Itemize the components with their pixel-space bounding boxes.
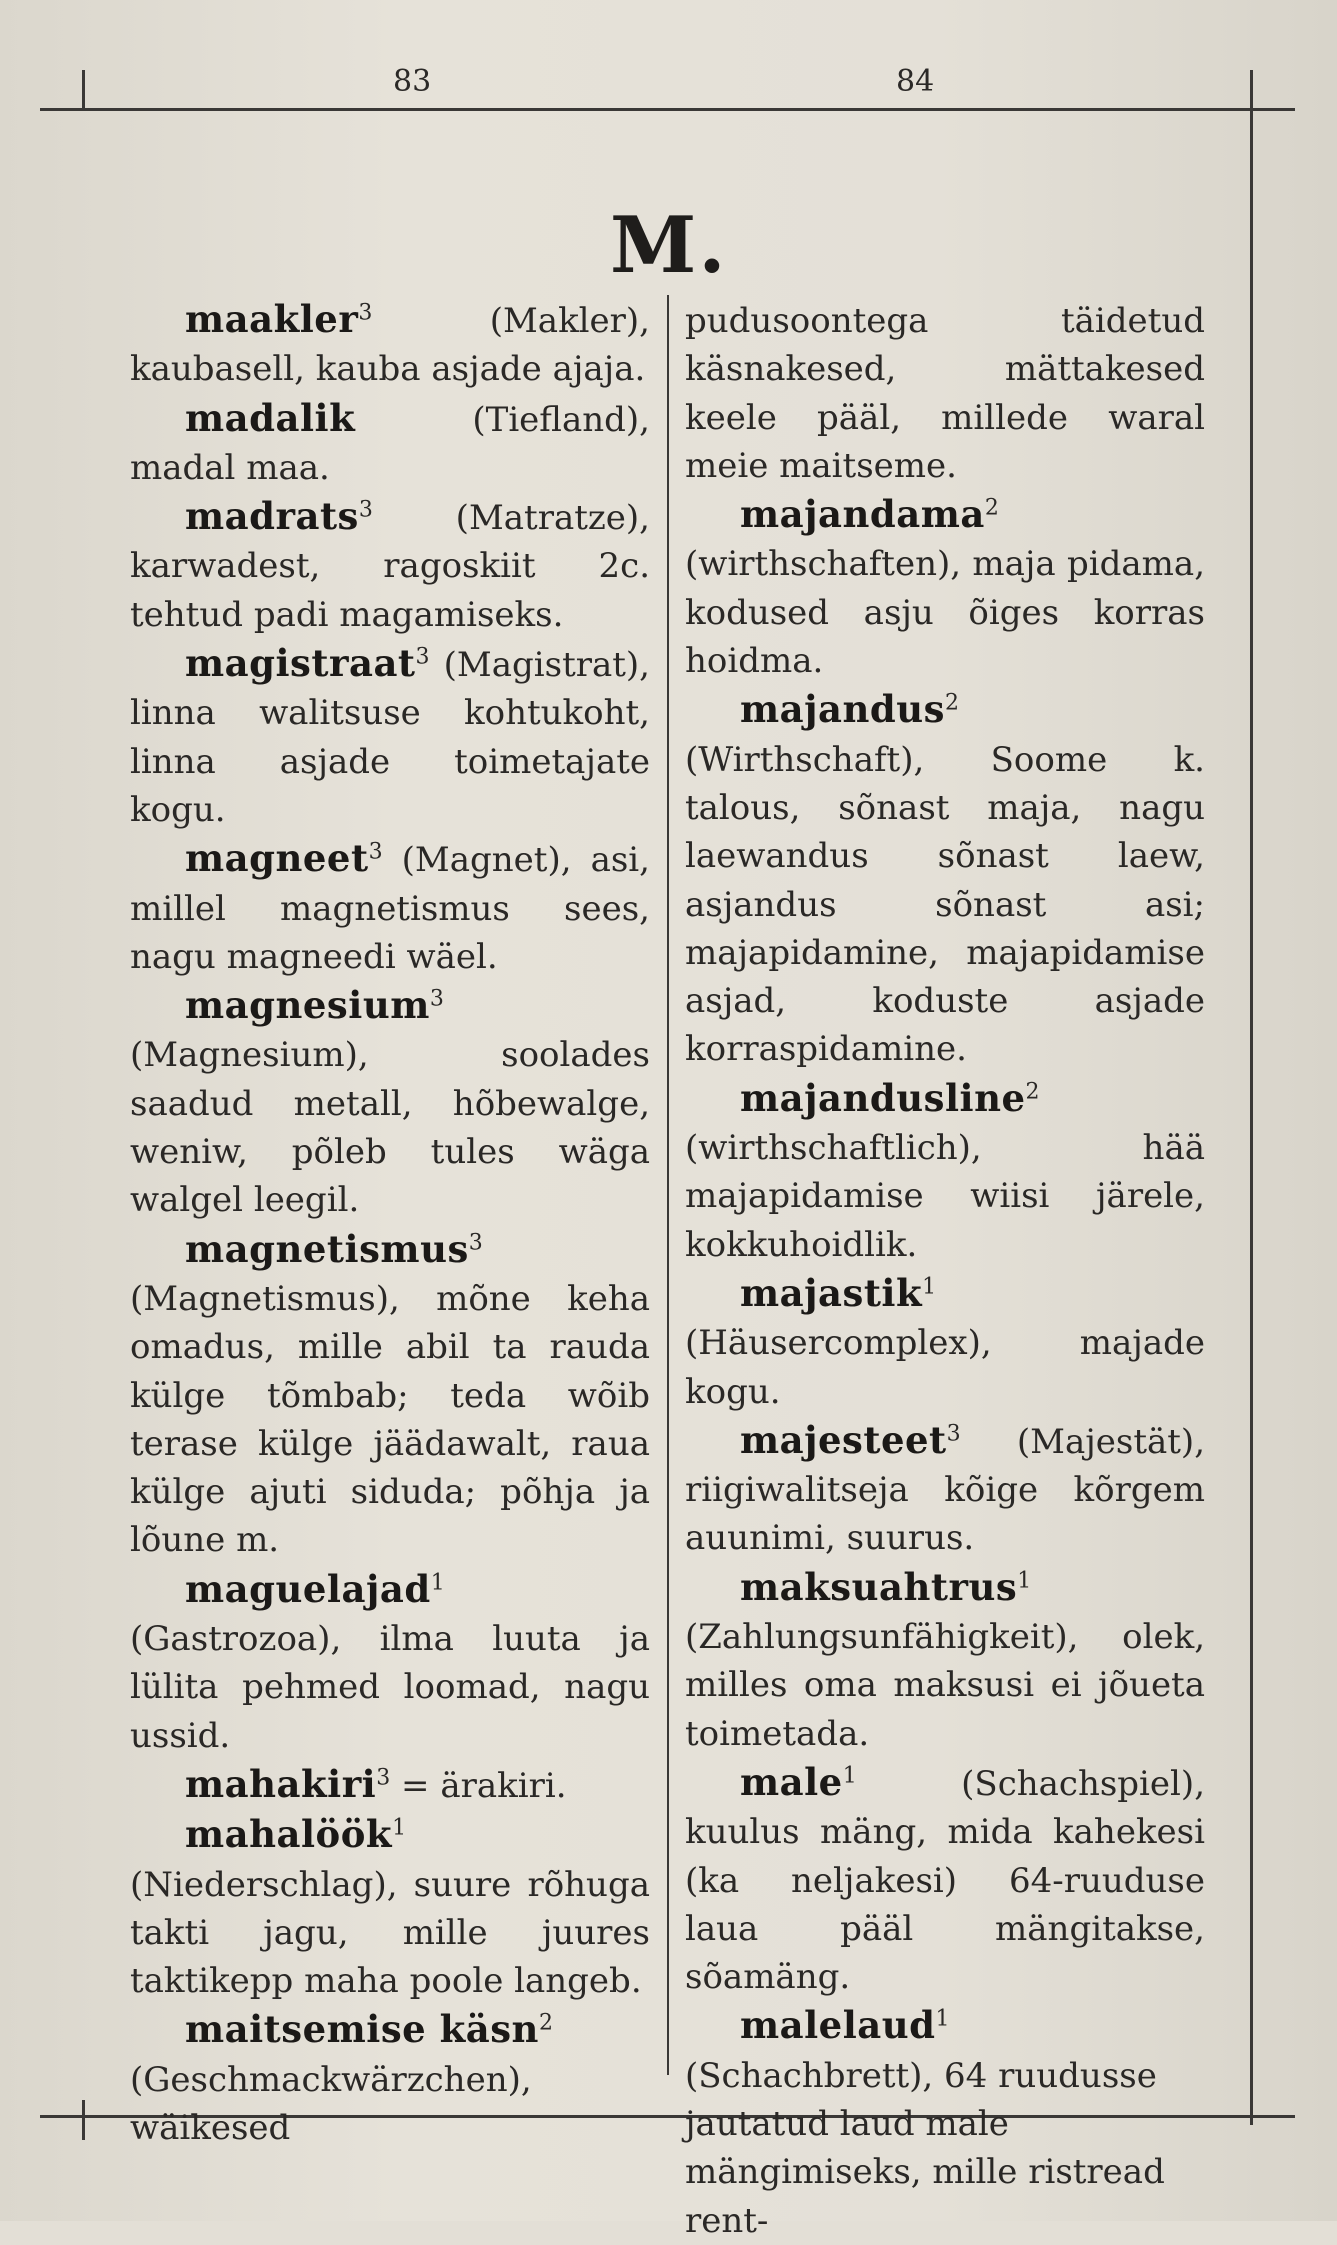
entry-number: 1 — [842, 1763, 857, 1789]
dictionary-entry — [130, 394, 650, 493]
left-page-number: 83 — [393, 64, 432, 99]
definition: = ärakiri. — [390, 1765, 567, 1806]
definition: (wirthschaftlich), hää majapidamise wiisi järele, kokkuhoidlik. — [685, 1128, 1205, 1265]
entry-number: 1 — [935, 2007, 950, 2033]
definition: (Majestät), riigiwalitseja kõige kõrgem auunimi, suurus. — [685, 1421, 1205, 1559]
definition: (Magistrat), linna walitsuse kohtukoht, linna asjade toimetajate kogu. — [130, 645, 650, 830]
dictionary-entry — [130, 1565, 650, 1760]
left-margin-tick-top — [82, 70, 85, 110]
definition: (Makler), kaubasell, kauba asjade ajaja. — [130, 301, 650, 390]
entry-number: 2 — [984, 495, 999, 521]
dictionary-entry — [130, 639, 650, 834]
headword: magnetismus — [185, 1226, 469, 1271]
definition: (Wirthschaft), Soome k. talous, sõnast maja, nagu laewandus sõnast laew, asjandus sõnast asi; majapidamine, majapidamise asjad, koduste asjade korraspidamine. — [685, 739, 1205, 1070]
dictionary-entry — [685, 490, 1205, 685]
dictionary-entry — [685, 1758, 1205, 2001]
entry-number: 3 — [415, 644, 430, 670]
definition: (Schachbrett), 64 ruudusse jautatud laud male mängimiseks, mille ristread rent- — [685, 2055, 1165, 2241]
headword: majandus — [740, 687, 945, 732]
left-margin-tick-bottom — [82, 2100, 85, 2140]
dictionary-entry — [130, 834, 650, 981]
entry-number: 3 — [429, 986, 444, 1012]
entry-number: 3 — [368, 839, 383, 865]
definition: (Gastrozoa), ilma luuta ja lülita pehmed loomad, nagu ussid. — [130, 1619, 650, 1756]
right-page-number: 84 — [896, 64, 935, 99]
dictionary-entry — [685, 1269, 1205, 1416]
entry-number: 1 — [430, 1570, 445, 1596]
entry-number: 3 — [946, 1421, 961, 1447]
definition: (wirthschaften), maja pidama, kodused asju õiges korras hoidma. — [685, 544, 1205, 682]
entry-number: 1 — [1017, 1568, 1032, 1594]
headword: mahakiri — [185, 1761, 377, 1806]
section-letter-heading: M. — [610, 200, 728, 291]
headword: majesteet — [740, 1417, 947, 1462]
definition: (Geschmackwärzchen), wäikesed — [130, 2059, 532, 2148]
headword: maitsemise käsn — [185, 2007, 539, 2052]
header-rule — [40, 108, 1295, 111]
right-margin-line — [1250, 70, 1253, 2125]
entry-number: 1 — [392, 1815, 407, 1841]
definition: (Häusercomplex), majade kogu. — [685, 1323, 1205, 1412]
headword: magnesium — [185, 983, 430, 1028]
dictionary-entry — [685, 2001, 1205, 2244]
headword: maakler — [185, 297, 359, 341]
entry-number: 2 — [538, 2011, 553, 2037]
dictionary-entry — [130, 1760, 650, 1810]
definition: (Zahlungsunfähigkeit), olek, milles oma maksusi ei jõueta toimetada. — [685, 1617, 1205, 1754]
headword: maguelajad — [185, 1566, 431, 1611]
definition: (Magnet), asi, millel magnetismus sees, nagu magneedi wäel. — [130, 840, 650, 977]
dictionary-entry — [685, 1416, 1205, 1563]
headword: majastik — [740, 1270, 923, 1315]
entry-number: 3 — [468, 1230, 483, 1256]
headword: mahalöök — [185, 1812, 393, 1857]
entry-number: 3 — [358, 300, 373, 326]
headword: madalik — [185, 395, 356, 440]
entry-number: 3 — [376, 1765, 391, 1791]
headword: magistraat — [185, 641, 416, 686]
dictionary-entry — [685, 685, 1205, 1073]
dictionary-entry — [130, 981, 650, 1224]
headword: male — [740, 1759, 843, 1804]
entry-number: 1 — [922, 1274, 937, 1300]
left-column — [130, 295, 650, 2152]
entry-number: 2 — [1025, 1079, 1040, 1105]
definition: (Niederschlag), suure rõhuga takti jagu, mille juures taktikepp maha poole langeb. — [130, 1864, 650, 2002]
headword: madrats — [185, 494, 359, 539]
dictionary-entry — [685, 1563, 1205, 1758]
definition: (Matratze), karwadest, ragoskiit 2c. tehtud padi magamiseks. — [130, 498, 650, 635]
dictionary-entry — [130, 1225, 650, 1565]
definition: (Magnesium), soolades saadud metall, hõbewalge, weniw, põleb tules wäga walgel leegil. — [130, 1035, 650, 1221]
dictionary-entry — [685, 1074, 1205, 1269]
dictionary-entry — [130, 2005, 650, 2152]
entry-number: 2 — [945, 691, 959, 717]
dictionary-entry — [130, 295, 650, 394]
definition: (Magnetismus), mõne keha omadus, mille abil ta rauda külge tõmbab; teda wõib terase külge jäädawalt, raua külge ajuti siduda; põhja ja lõune m. — [130, 1278, 650, 1561]
headword: majandama — [740, 492, 985, 537]
headword: malelaud — [740, 2003, 936, 2048]
continued-text: pudusoontega täidetud käsnakesed, mättakesed keele pääl, millede waral meie maitseme. — [685, 301, 1205, 486]
definition: (Tiefland), madal maa. — [130, 399, 650, 488]
dictionary-entry — [130, 492, 650, 639]
headword: magneet — [185, 836, 369, 881]
headword: majandusline — [740, 1075, 1026, 1120]
headword: maksuahtrus — [740, 1564, 1018, 1609]
right-column — [685, 297, 1205, 2245]
dictionary-entry — [130, 1810, 650, 2005]
column-divider — [667, 295, 669, 2075]
definition: (Schachspiel), kuulus mäng, mida kahekesi (ka neljakesi) 64-ruuduse laua pääl mängitakse, sõamäng. — [685, 1763, 1205, 1998]
entry-number: 3 — [358, 497, 373, 523]
